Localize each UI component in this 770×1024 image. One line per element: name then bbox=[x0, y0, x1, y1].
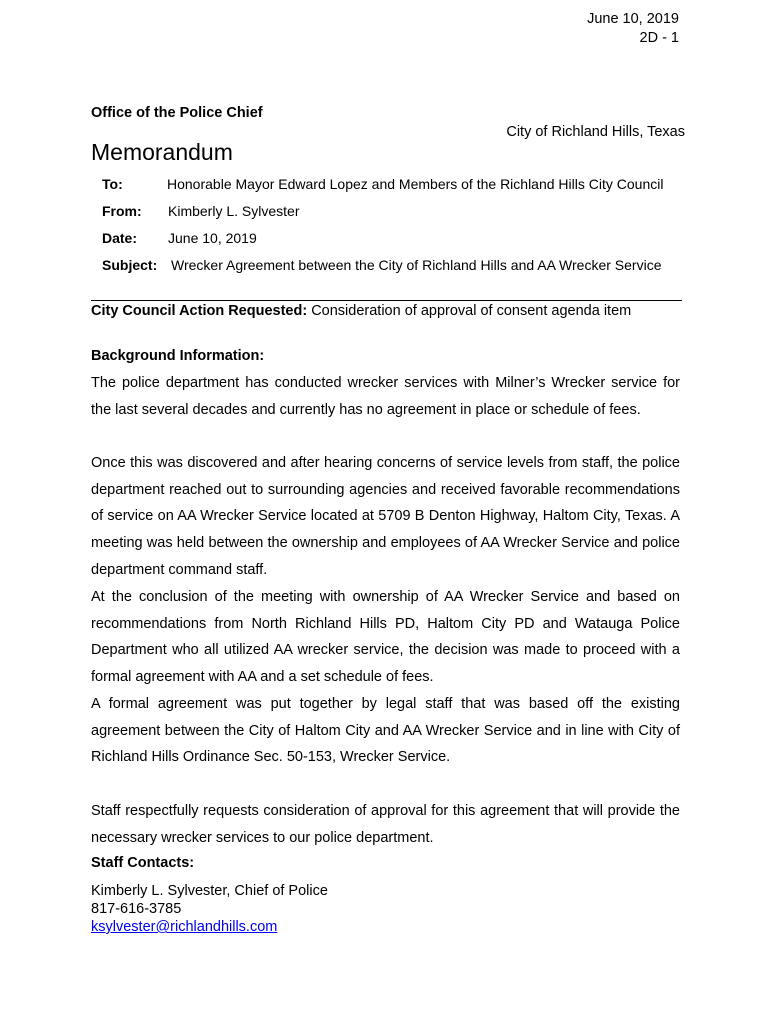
background-paragraph-5: Staff respectfully requests consideration of approval for this agreement that will provide the necessary wrecker services to our police department. bbox=[91, 803, 680, 846]
subject-value: Wrecker Agreement between the City of Richland Hills and AA Wrecker Service bbox=[171, 257, 662, 273]
to-label: To: bbox=[102, 176, 123, 192]
date-label: Date: bbox=[102, 230, 138, 246]
subject-label: Subject: bbox=[102, 257, 158, 273]
memo-title: Memorandum bbox=[91, 139, 233, 165]
city-name: City of Richland Hills, Texas bbox=[506, 124, 685, 140]
action-text: Consideration of approval of consent agenda item bbox=[307, 303, 632, 319]
background-heading: Background Information: bbox=[91, 348, 265, 364]
memo-date-row bbox=[102, 230, 257, 246]
memo-to-row bbox=[102, 176, 664, 192]
staff-contacts-heading: Staff Contacts: bbox=[91, 855, 195, 871]
background-paragraph-3: At the conclusion of the meeting with ownership of AA Wrecker Service and based on recommendations from North Richland Hills PD, Haltom City PD and Watauga Police Department who all utilized AA wrecker service, the decision was made to proceed with a formal agreement with AA and a set schedule of fees. bbox=[91, 589, 680, 686]
from-value: Kimberly L. Sylvester bbox=[168, 203, 300, 219]
divider-line bbox=[91, 300, 682, 301]
header-date: June 10, 2019 bbox=[587, 11, 679, 27]
background-paragraph-2: Once this was discovered and after hearing concerns of service levels from staff, the police department reached out to surrounding agencies and received favorable recommendations of service on AA Wrecker Service located at 5709 B Denton Highway, Haltom City, Texas. A meeting was held between the ownership and employees of AA Wrecker Service and police department command staff. bbox=[91, 455, 680, 578]
agenda-code: 2D - 1 bbox=[639, 30, 679, 46]
memo-from-row bbox=[102, 203, 300, 219]
memo-subject-row bbox=[102, 257, 662, 273]
date-value: June 10, 2019 bbox=[168, 230, 257, 246]
to-value: Honorable Mayor Edward Lopez and Members of the Richland Hills City Council bbox=[167, 176, 664, 192]
office-title: Office of the Police Chief bbox=[91, 105, 263, 121]
from-label: From: bbox=[102, 203, 142, 219]
action-label: City Council Action Requested: bbox=[91, 303, 308, 319]
background-paragraph-4: A formal agreement was put together by legal staff that was based off the existing agreement between the City of Haltom City and AA Wrecker Service and in line with City of Richland Hills Ordinance Sec. 50-153, Wrecker Service. bbox=[91, 696, 680, 766]
background-paragraph-1: The police department has conducted wrecker services with Milner’s Wrecker service for the last several decades and currently has no agreement in place or schedule of fees. bbox=[91, 375, 680, 418]
contact-phone: 817-616-3785 bbox=[91, 901, 182, 917]
action-requested bbox=[91, 303, 680, 319]
contact-email-link[interactable]: ksylvester@richlandhills.com bbox=[91, 919, 278, 935]
contact-name: Kimberly L. Sylvester, Chief of Police bbox=[91, 883, 328, 899]
